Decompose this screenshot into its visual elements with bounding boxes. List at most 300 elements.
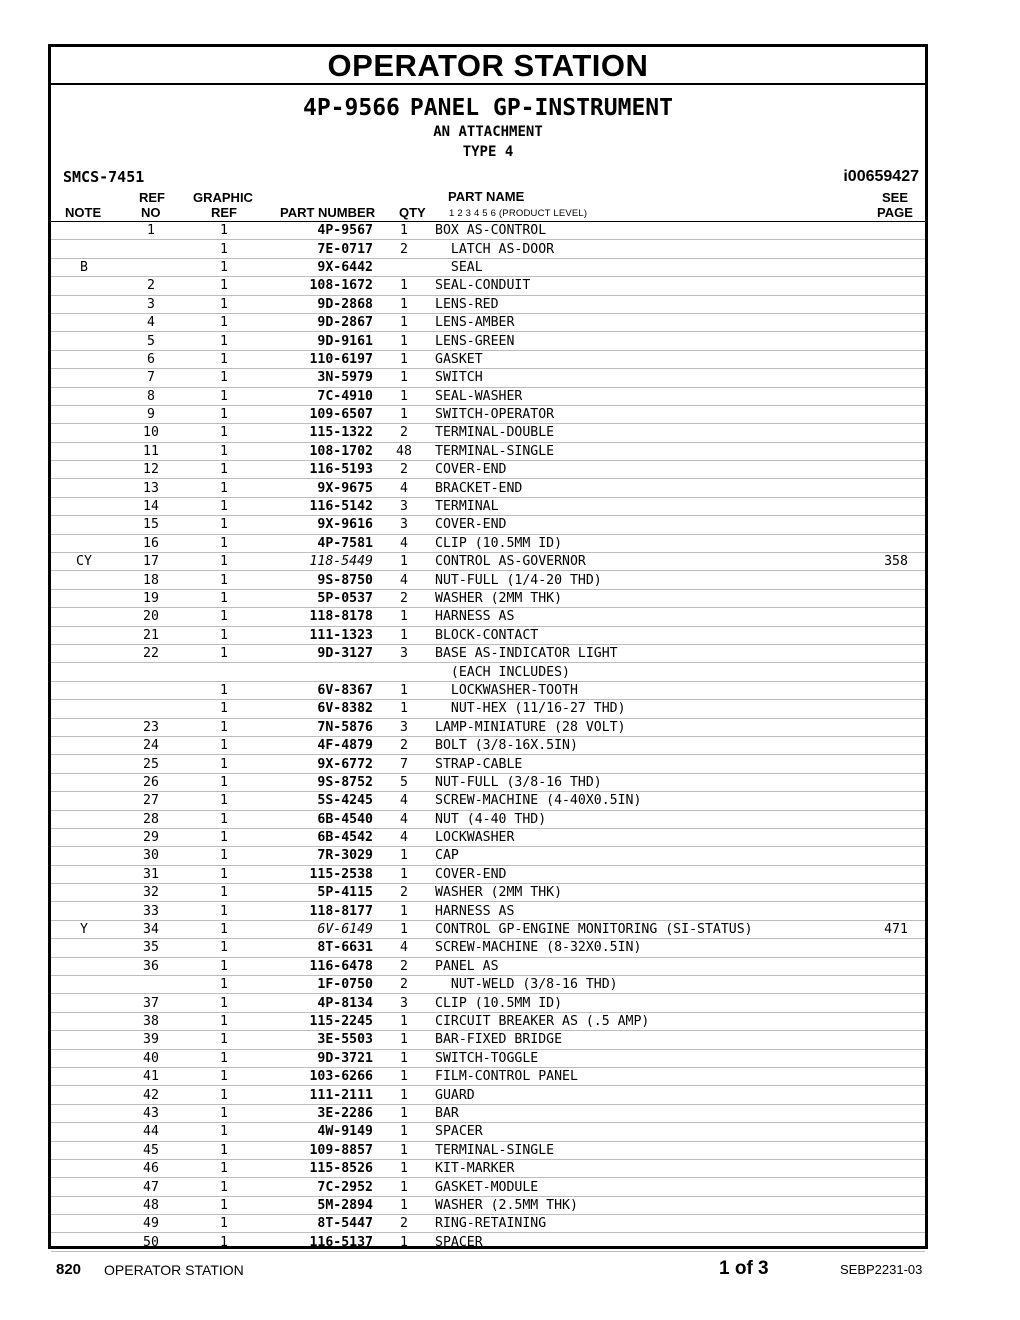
row-qty: 2 [373, 736, 435, 754]
row-part-name: SWITCH-OPERATOR [435, 405, 867, 423]
row-graphic-ref: 1 [185, 626, 263, 644]
row-qty: 3 [373, 718, 435, 736]
row-part-name: LOCKWASHER-TOOTH [435, 681, 867, 699]
row-qty: 1 [373, 313, 435, 331]
row-ref-no: 17 [117, 553, 185, 571]
row-ref-no [117, 700, 185, 718]
row-part-name: BAR-FIXED BRIDGE [435, 1031, 867, 1049]
row-qty: 2 [373, 1215, 435, 1233]
row-see-page [867, 1067, 925, 1085]
table-row [51, 957, 925, 975]
table-row [51, 644, 925, 662]
parts-list-frame [48, 44, 928, 1249]
row-part-name: TERMINAL-SINGLE [435, 1141, 867, 1159]
row-part-number: 9S-8750 [263, 571, 373, 589]
row-note [51, 589, 117, 607]
row-part-name: CONTROL AS-GOVERNOR [435, 553, 867, 571]
row-graphic-ref: 1 [185, 497, 263, 515]
row-ref-no: 1 [117, 222, 185, 240]
row-graphic-ref: 1 [185, 350, 263, 368]
row-graphic-ref: 1 [185, 644, 263, 662]
row-part-number: 7R-3029 [263, 847, 373, 865]
row-graphic-ref: 1 [185, 939, 263, 957]
table-row [51, 663, 925, 681]
group-number: 4P-9566 [302, 95, 400, 121]
row-ref-no [117, 681, 185, 699]
row-ref-no: 41 [117, 1067, 185, 1085]
row-qty: 3 [373, 497, 435, 515]
table-row [51, 369, 925, 387]
row-graphic-ref: 1 [185, 553, 263, 571]
row-ref-no: 14 [117, 497, 185, 515]
row-graphic-ref: 1 [185, 589, 263, 607]
row-ref-no: 19 [117, 589, 185, 607]
table-row [51, 424, 925, 442]
row-note [51, 1159, 117, 1177]
row-qty: 1 [373, 847, 435, 865]
row-qty: 1 [373, 222, 435, 240]
row-part-name: STRAP-CABLE [435, 755, 867, 773]
row-note [51, 350, 117, 368]
row-see-page [867, 994, 925, 1012]
row-part-number: 9X-9616 [263, 516, 373, 534]
row-part-name: LENS-GREEN [435, 332, 867, 350]
row-note [51, 773, 117, 791]
table-row [51, 405, 925, 423]
row-qty: 1 [373, 1049, 435, 1067]
row-qty: 1 [373, 1104, 435, 1122]
row-ref-no: 13 [117, 479, 185, 497]
row-qty: 1 [373, 626, 435, 644]
table-row [51, 736, 925, 754]
row-part-number: 9S-8752 [263, 773, 373, 791]
row-graphic-ref: 1 [185, 222, 263, 240]
row-graphic-ref [185, 663, 263, 681]
row-qty: 2 [373, 957, 435, 975]
row-see-page [867, 626, 925, 644]
row-ref-no [117, 663, 185, 681]
row-ref-no: 10 [117, 424, 185, 442]
meta-row [51, 168, 925, 190]
row-part-name: COVER-END [435, 516, 867, 534]
row-note [51, 277, 117, 295]
row-part-number: 103-6266 [263, 1067, 373, 1085]
row-part-number: 9D-2868 [263, 295, 373, 313]
row-ref-no: 8 [117, 387, 185, 405]
row-see-page [867, 773, 925, 791]
col-part-name: PART NAME [448, 189, 525, 204]
row-see-page [867, 736, 925, 754]
table-row [51, 1159, 925, 1177]
table-row [51, 700, 925, 718]
row-part-name: SEAL-WASHER [435, 387, 867, 405]
row-part-number: 8T-6631 [263, 939, 373, 957]
row-part-number: 118-8178 [263, 608, 373, 626]
row-see-page [867, 497, 925, 515]
row-part-number: 5P-0537 [263, 589, 373, 607]
row-ref-no: 49 [117, 1215, 185, 1233]
row-graphic-ref: 1 [185, 1049, 263, 1067]
row-note [51, 295, 117, 313]
row-see-page [867, 681, 925, 699]
row-part-number: 9D-3721 [263, 1049, 373, 1067]
row-part-number: 115-1322 [263, 424, 373, 442]
row-ref-no: 6 [117, 350, 185, 368]
table-row [51, 1067, 925, 1085]
row-part-number: 111-2111 [263, 1086, 373, 1104]
row-qty: 2 [373, 424, 435, 442]
row-graphic-ref: 1 [185, 755, 263, 773]
row-part-name: BOX AS-CONTROL [435, 222, 867, 240]
row-note [51, 957, 117, 975]
row-qty: 1 [373, 681, 435, 699]
row-part-number: 8T-5447 [263, 1215, 373, 1233]
row-part-number: 116-5193 [263, 461, 373, 479]
row-ref-no: 44 [117, 1123, 185, 1141]
row-see-page [867, 755, 925, 773]
table-row [51, 1178, 925, 1196]
row-ref-no: 37 [117, 994, 185, 1012]
row-note [51, 828, 117, 846]
row-qty: 1 [373, 1233, 435, 1251]
row-note [51, 1031, 117, 1049]
row-ref-no: 28 [117, 810, 185, 828]
row-part-number: 6V-8367 [263, 681, 373, 699]
footer-doc-id: SEBP2231-03 [840, 1262, 923, 1277]
row-part-number: 4F-4879 [263, 736, 373, 754]
row-qty: 3 [373, 516, 435, 534]
row-part-name: LOCKWASHER [435, 828, 867, 846]
row-ref-no: 42 [117, 1086, 185, 1104]
row-ref-no: 46 [117, 1159, 185, 1177]
footer-section: OPERATOR STATION [104, 1262, 244, 1278]
row-see-page [867, 1196, 925, 1214]
row-part-number: 109-6507 [263, 405, 373, 423]
row-graphic-ref: 1 [185, 1086, 263, 1104]
row-part-name: HARNESS AS [435, 608, 867, 626]
row-qty: 1 [373, 1159, 435, 1177]
row-part-number: 5M-2894 [263, 1196, 373, 1214]
row-ref-no: 43 [117, 1104, 185, 1122]
row-note [51, 681, 117, 699]
row-see-page [867, 589, 925, 607]
row-graphic-ref: 1 [185, 902, 263, 920]
table-row [51, 571, 925, 589]
row-see-page [867, 644, 925, 662]
row-part-name: HARNESS AS [435, 902, 867, 920]
row-part-number: 4P-8134 [263, 994, 373, 1012]
row-see-page [867, 608, 925, 626]
row-ref-no: 33 [117, 902, 185, 920]
row-note [51, 1049, 117, 1067]
row-note [51, 313, 117, 331]
row-part-number: 5S-4245 [263, 792, 373, 810]
row-part-name: COVER-END [435, 461, 867, 479]
row-qty: 1 [373, 350, 435, 368]
table-row [51, 1031, 925, 1049]
row-note [51, 479, 117, 497]
row-part-number: 116-6478 [263, 957, 373, 975]
row-part-number: 3E-5503 [263, 1031, 373, 1049]
row-part-number: 109-8857 [263, 1141, 373, 1159]
group-name: PANEL GP-INSTRUMENT [409, 95, 674, 121]
row-graphic-ref: 1 [185, 976, 263, 994]
row-note [51, 387, 117, 405]
row-part-name: SCREW-MACHINE (8-32X0.5IN) [435, 939, 867, 957]
row-part-number: 9D-3127 [263, 644, 373, 662]
row-note [51, 405, 117, 423]
row-ref-no: 21 [117, 626, 185, 644]
row-part-number: 9X-6772 [263, 755, 373, 773]
table-row [51, 1049, 925, 1067]
row-note: B [51, 258, 117, 276]
footer-page-of: 1 of 3 [719, 1258, 769, 1279]
col-ref-top: REF [139, 190, 165, 205]
row-qty: 1 [373, 1067, 435, 1085]
row-ref-no: 16 [117, 534, 185, 552]
row-note [51, 497, 117, 515]
row-note [51, 718, 117, 736]
row-see-page [867, 810, 925, 828]
row-graphic-ref: 1 [185, 405, 263, 423]
row-qty: 1 [373, 1178, 435, 1196]
row-ref-no: 5 [117, 332, 185, 350]
row-ref-no: 18 [117, 571, 185, 589]
row-graphic-ref: 1 [185, 957, 263, 975]
row-part-number: 4P-7581 [263, 534, 373, 552]
parts-table-body [51, 222, 925, 1251]
row-note [51, 442, 117, 460]
table-row [51, 1123, 925, 1141]
col-part-number: PART NUMBER [280, 205, 376, 220]
table-row [51, 1012, 925, 1030]
row-note [51, 644, 117, 662]
section-title: OPERATOR STATION [51, 47, 925, 85]
row-note [51, 571, 117, 589]
table-row [51, 1141, 925, 1159]
row-graphic-ref: 1 [185, 1215, 263, 1233]
row-qty: 4 [373, 479, 435, 497]
table-row [51, 258, 925, 276]
row-part-number: 5P-4115 [263, 884, 373, 902]
row-qty: 2 [373, 589, 435, 607]
row-part-number: 7C-4910 [263, 387, 373, 405]
row-ref-no: 7 [117, 369, 185, 387]
row-qty: 1 [373, 1031, 435, 1049]
row-see-page: 471 [867, 920, 925, 938]
row-note: Y [51, 920, 117, 938]
row-graphic-ref: 1 [185, 1196, 263, 1214]
col-see-bottom: PAGE [877, 205, 913, 220]
row-note [51, 939, 117, 957]
table-row [51, 1104, 925, 1122]
row-ref-no: 9 [117, 405, 185, 423]
row-qty: 1 [373, 920, 435, 938]
row-part-name: LENS-RED [435, 295, 867, 313]
table-row [51, 553, 925, 571]
row-see-page [867, 516, 925, 534]
row-part-number: 7E-0717 [263, 240, 373, 258]
row-part-name: GASKET-MODULE [435, 1178, 867, 1196]
row-note [51, 755, 117, 773]
row-see-page [867, 865, 925, 883]
row-graphic-ref: 1 [185, 1141, 263, 1159]
row-see-page [867, 387, 925, 405]
row-note [51, 847, 117, 865]
row-part-name: WASHER (2.5MM THK) [435, 1196, 867, 1214]
table-row [51, 295, 925, 313]
row-ref-no: 47 [117, 1178, 185, 1196]
row-qty: 1 [373, 332, 435, 350]
row-ref-no: 36 [117, 957, 185, 975]
row-part-number: 6B-4540 [263, 810, 373, 828]
row-note [51, 1067, 117, 1085]
col-graphic-top: GRAPHIC [193, 190, 253, 205]
row-see-page [867, 1049, 925, 1067]
row-see-page [867, 1104, 925, 1122]
row-part-name: COVER-END [435, 865, 867, 883]
row-see-page [867, 1031, 925, 1049]
row-note [51, 902, 117, 920]
row-note [51, 1086, 117, 1104]
row-graphic-ref: 1 [185, 1123, 263, 1141]
row-part-number: 3E-2286 [263, 1104, 373, 1122]
row-part-number: 111-1323 [263, 626, 373, 644]
row-see-page [867, 828, 925, 846]
table-row [51, 350, 925, 368]
row-ref-no: 3 [117, 295, 185, 313]
row-part-name: KIT-MARKER [435, 1159, 867, 1177]
row-qty: 1 [373, 387, 435, 405]
row-note [51, 865, 117, 883]
col-product-level: 1 2 3 4 5 6 (PRODUCT LEVEL) [449, 208, 588, 219]
row-part-number: 116-5137 [263, 1233, 373, 1251]
row-part-number: 3N-5979 [263, 369, 373, 387]
row-part-name: NUT-HEX (11/16-27 THD) [435, 700, 867, 718]
row-part-name: LAMP-MINIATURE (28 VOLT) [435, 718, 867, 736]
row-part-name: BLOCK-CONTACT [435, 626, 867, 644]
row-qty: 1 [373, 1123, 435, 1141]
row-qty: 1 [373, 1086, 435, 1104]
row-see-page [867, 792, 925, 810]
row-part-number: 108-1702 [263, 442, 373, 460]
table-row [51, 792, 925, 810]
row-part-number: 7C-2952 [263, 1178, 373, 1196]
row-part-name: SPACER [435, 1233, 867, 1251]
row-see-page: 358 [867, 553, 925, 571]
row-note [51, 240, 117, 258]
row-part-name: NUT (4-40 THD) [435, 810, 867, 828]
row-qty: 1 [373, 369, 435, 387]
row-qty: 3 [373, 994, 435, 1012]
row-graphic-ref: 1 [185, 277, 263, 295]
row-ref-no: 39 [117, 1031, 185, 1049]
row-qty: 1 [373, 277, 435, 295]
row-qty: 2 [373, 461, 435, 479]
row-ref-no: 50 [117, 1233, 185, 1251]
row-ref-no: 26 [117, 773, 185, 791]
row-graphic-ref: 1 [185, 994, 263, 1012]
row-see-page [867, 571, 925, 589]
table-row [51, 479, 925, 497]
row-see-page [867, 718, 925, 736]
table-row [51, 516, 925, 534]
row-see-page [867, 1123, 925, 1141]
row-see-page [867, 442, 925, 460]
row-part-name: PANEL AS [435, 957, 867, 975]
row-note [51, 810, 117, 828]
group-heading [51, 94, 925, 122]
row-part-number [263, 663, 373, 681]
row-note [51, 626, 117, 644]
row-ref-no: 2 [117, 277, 185, 295]
table-row [51, 1233, 925, 1251]
row-part-number: 4P-9567 [263, 222, 373, 240]
row-graphic-ref: 1 [185, 240, 263, 258]
row-qty: 2 [373, 884, 435, 902]
row-note [51, 1104, 117, 1122]
row-graphic-ref: 1 [185, 332, 263, 350]
row-ref-no: 11 [117, 442, 185, 460]
row-graphic-ref: 1 [185, 865, 263, 883]
row-part-name: BASE AS-INDICATOR LIGHT [435, 644, 867, 662]
row-ref-no: 23 [117, 718, 185, 736]
table-row [51, 884, 925, 902]
illustration-id: i00659427 [843, 168, 919, 185]
row-qty: 1 [373, 865, 435, 883]
table-row [51, 1196, 925, 1214]
table-row [51, 994, 925, 1012]
row-part-name: CAP [435, 847, 867, 865]
table-row [51, 773, 925, 791]
row-ref-no: 32 [117, 884, 185, 902]
row-ref-no: 27 [117, 792, 185, 810]
table-row [51, 1215, 925, 1233]
footer-page-number: 820 [56, 1261, 82, 1278]
row-note [51, 516, 117, 534]
row-graphic-ref: 1 [185, 700, 263, 718]
row-see-page [867, 957, 925, 975]
row-part-name: TERMINAL [435, 497, 867, 515]
row-graphic-ref: 1 [185, 461, 263, 479]
row-part-name: BRACKET-END [435, 479, 867, 497]
row-graphic-ref: 1 [185, 1067, 263, 1085]
row-see-page [867, 295, 925, 313]
row-graphic-ref: 1 [185, 1233, 263, 1251]
page-footer [0, 1258, 1020, 1282]
row-part-number: 108-1672 [263, 277, 373, 295]
table-row [51, 681, 925, 699]
row-part-name: BAR [435, 1104, 867, 1122]
row-part-number: 6B-4542 [263, 828, 373, 846]
row-note [51, 1141, 117, 1159]
row-note [51, 663, 117, 681]
row-ref-no: 4 [117, 313, 185, 331]
row-part-name: TERMINAL-DOUBLE [435, 424, 867, 442]
row-ref-no: 35 [117, 939, 185, 957]
row-graphic-ref: 1 [185, 847, 263, 865]
row-graphic-ref: 1 [185, 1104, 263, 1122]
row-see-page [867, 240, 925, 258]
row-part-name: CIRCUIT BREAKER AS (.5 AMP) [435, 1012, 867, 1030]
row-see-page [867, 332, 925, 350]
row-graphic-ref: 1 [185, 773, 263, 791]
row-graphic-ref: 1 [185, 681, 263, 699]
row-part-number: 115-2538 [263, 865, 373, 883]
row-ref-no [117, 258, 185, 276]
row-ref-no: 30 [117, 847, 185, 865]
table-row [51, 313, 925, 331]
